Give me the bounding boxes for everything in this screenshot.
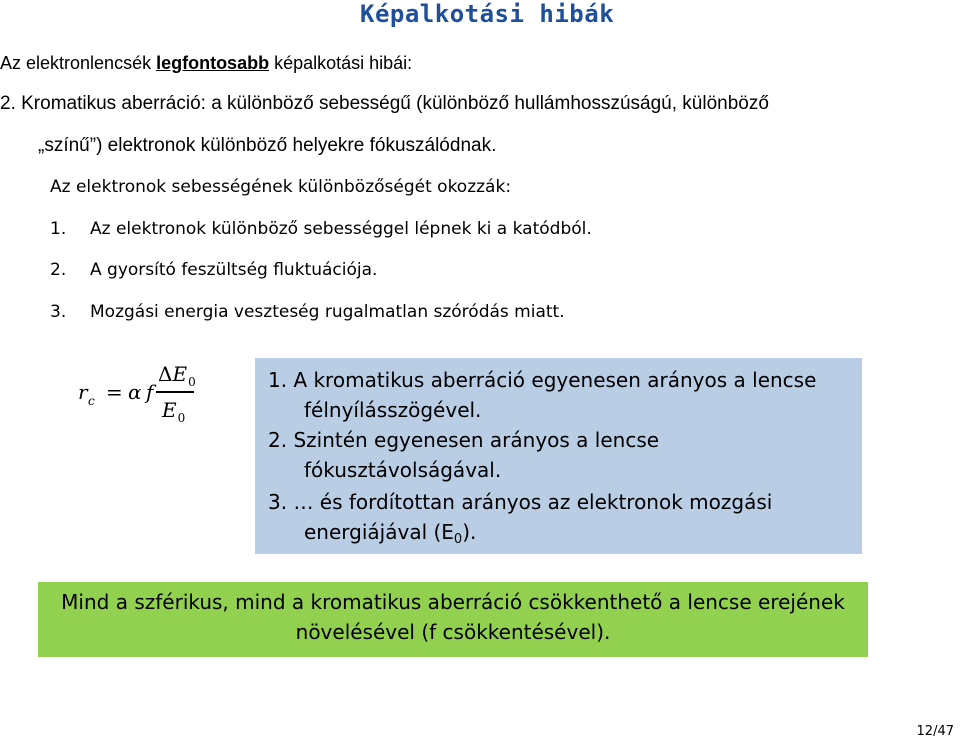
page-title: Képalkotási hibák: [360, 0, 615, 28]
property-line: fókusztávolságával.: [304, 458, 502, 482]
energy-suffix: ).: [462, 520, 477, 544]
subtitle-suffix: képalkotási hibái:: [269, 53, 413, 73]
formula-f: f: [146, 380, 154, 404]
reason-number: 1.: [50, 219, 67, 239]
property-line: félnyílásszögével.: [304, 398, 482, 422]
properties-box: [255, 358, 862, 554]
property-line: 2. Szintén egyenesen arányos a lencse: [268, 428, 660, 452]
formula-equals: =: [106, 380, 123, 404]
formula-r: r: [78, 380, 88, 404]
formula-r-subscript: c: [88, 394, 95, 408]
page-number: 12/47: [916, 724, 954, 739]
formula-denominator-e: E: [162, 398, 177, 422]
formula-numerator: [158, 362, 196, 389]
formula-alpha: α: [128, 380, 142, 404]
subtitle-emphasis: legfontosabb: [156, 53, 270, 73]
chromatic-aberration-formula: [70, 360, 220, 430]
reason-item: [50, 302, 565, 322]
formula-numerator-e: E: [172, 362, 188, 386]
property-line: 1. A kromatikus aberráció egyenesen arányos a lencse: [268, 368, 817, 392]
property-line: 3. … és fordítottan arányos az elektronok mozgási: [268, 490, 773, 514]
reason-text: A gyorsító feszültség fluktuációja.: [90, 260, 378, 280]
property-line: [304, 520, 477, 547]
subtitle: [0, 53, 412, 74]
formula-denominator: [162, 398, 186, 425]
formula-denominator-subscript: 0: [177, 411, 186, 425]
energy-subscript: 0: [453, 532, 463, 547]
reason-text: Az elektronok különböző sebességgel lépnek ki a katódból.: [90, 219, 592, 239]
formula-delta: Δ: [158, 362, 173, 386]
reasons-intro: Az elektronok sebességének különbözőségét okozzák:: [50, 177, 512, 197]
formula-fraction-bar: [156, 391, 194, 393]
formula-numerator-subscript: 0: [188, 375, 196, 389]
item2-line1: 2. Kromatikus aberráció: a különböző sebességű (különböző hullámhosszúságú, különböző: [0, 93, 769, 114]
reason-item: [50, 219, 592, 239]
energy-prefix: energiájával (E: [304, 520, 454, 544]
conclusion-line: növelésével (f csökkentésével).: [295, 620, 611, 644]
item2-line2: „színű”) elektronok különböző helyekre fókuszálódnak.: [38, 135, 497, 156]
reason-number: 3.: [50, 302, 67, 322]
reason-text: Mozgási energia veszteség rugalmatlan szóródás miatt.: [90, 302, 565, 322]
subtitle-prefix: Az elektronlencsék: [0, 53, 157, 73]
conclusion-line: Mind a szférikus, mind a kromatikus aberráció csökkenthető a lencse erejének: [61, 590, 845, 614]
conclusion-box: [38, 582, 868, 657]
reason-item: [50, 260, 377, 280]
reason-number: 2.: [50, 260, 67, 280]
